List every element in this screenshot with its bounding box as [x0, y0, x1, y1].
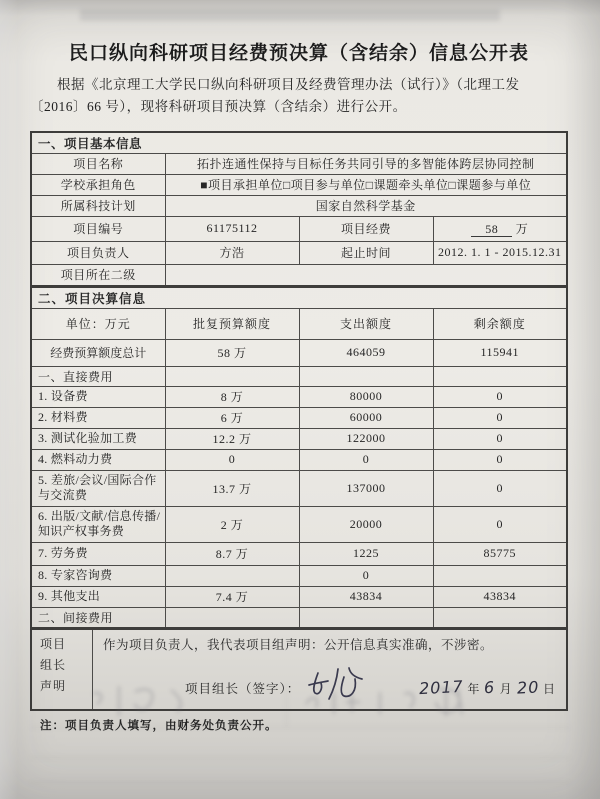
- item-spent: 122000: [299, 428, 433, 449]
- item-approved: 2 万: [165, 506, 299, 542]
- item-name: 4. 燃料动力费: [31, 449, 165, 470]
- budget-row-other: [31, 586, 567, 607]
- indirect-cost-subheader: [31, 607, 567, 628]
- program-value: 国家自然科学基金: [165, 195, 567, 216]
- budget-header-row: [31, 308, 567, 339]
- period-value: 2012. 1. 1 - 2015.12.31: [433, 241, 567, 264]
- declaration-label-line: 项目: [40, 636, 67, 651]
- table-row: [31, 153, 567, 174]
- item-name: 5. 差旅/会议/国际合作与交流费: [31, 470, 165, 506]
- funds-unit: 万: [515, 222, 529, 237]
- empty-cell: [165, 366, 299, 386]
- item-remaining: 0: [433, 506, 567, 542]
- document: [30, 38, 568, 733]
- date-day-handwritten: 20: [516, 677, 540, 698]
- budget-row-fuel: [31, 449, 567, 470]
- item-name: 8. 专家咨询费: [31, 565, 165, 586]
- table-row: [31, 241, 567, 264]
- item-name: 6. 出版/文献/信息传播/知识产权事务费: [31, 506, 165, 542]
- date-month-handwritten: 6: [483, 677, 497, 698]
- item-approved: 8.7 万: [165, 542, 299, 565]
- school-role-checkboxes: ■项目承担单位□项目参与单位□课题牵头单位□课题参与单位: [165, 174, 567, 195]
- item-approved: [165, 565, 299, 586]
- footer-note: 注：项目负责人填写，由财务处负责公开。: [40, 719, 278, 732]
- basic-info-table: [30, 131, 568, 287]
- item-spent: 0: [299, 449, 433, 470]
- declaration-label-line: 声明: [40, 678, 67, 693]
- budget-table: [30, 286, 568, 629]
- budget-row-travel: [31, 470, 567, 506]
- section-header-budget: [31, 287, 567, 309]
- table-row: [31, 195, 567, 216]
- total-approved: 58 万: [165, 339, 299, 366]
- empty-cell: [433, 607, 567, 628]
- item-remaining: 85775: [433, 542, 567, 565]
- total-name: 经费预算额度总计: [31, 339, 165, 366]
- signature-date: [419, 678, 556, 697]
- indirect-cost-label: 二、间接费用: [31, 607, 165, 628]
- intro-line-2: 〔2016〕66 号），现将科研项目预决算（含结余）进行公开。: [30, 98, 407, 114]
- item-spent: 137000: [299, 470, 433, 506]
- empty-cell: [299, 366, 433, 386]
- table-row: [31, 667, 567, 710]
- item-name: 3. 测试化验加工费: [31, 428, 165, 449]
- item-spent: 1225: [299, 542, 433, 565]
- period-label: 起止时间: [299, 241, 433, 264]
- sign-label: 项目组长（签字）：: [185, 681, 301, 696]
- item-remaining: 0: [433, 470, 567, 506]
- item-approved: 0: [165, 449, 299, 470]
- funds-amount: 58: [471, 222, 512, 237]
- col-header-unit: 单位：万元: [31, 308, 165, 339]
- budget-row-consulting: [31, 565, 567, 586]
- item-remaining: 0: [433, 449, 567, 470]
- signature-row: [93, 667, 568, 710]
- bleed-through-line: [30, 757, 570, 758]
- item-name: 7. 劳务费: [31, 542, 165, 565]
- budget-row-testing: [31, 428, 567, 449]
- item-spent: 0: [299, 565, 433, 586]
- table-row: [31, 629, 567, 667]
- intro-paragraph: [30, 74, 568, 118]
- item-spent: 80000: [299, 386, 433, 407]
- item-spent: 60000: [299, 407, 433, 428]
- date-month-suffix: 月: [499, 682, 513, 697]
- item-approved: 7.4 万: [165, 586, 299, 607]
- date-day-suffix: 日: [542, 682, 556, 697]
- declaration-label: [31, 629, 93, 710]
- item-name: 2. 材料费: [31, 407, 165, 428]
- project-number-label: 项目编号: [31, 216, 165, 241]
- item-name: 1. 设备费: [31, 386, 165, 407]
- dept-value: [165, 264, 567, 286]
- col-header-spent: 支出额度: [299, 308, 433, 339]
- direct-cost-subheader: [31, 366, 567, 386]
- project-number-value: 61175112: [165, 216, 299, 241]
- item-approved: 6 万: [165, 407, 299, 428]
- project-leader-value: 方浩: [165, 241, 299, 264]
- project-funds-label: 项目经费: [299, 216, 433, 241]
- bleed-through-text-band: [80, 9, 500, 21]
- item-name: 9. 其他支出: [31, 586, 165, 607]
- col-header-approved: 批复预算额度: [165, 308, 299, 339]
- table-row: [31, 216, 567, 241]
- project-leader-label: 项目负责人: [31, 241, 165, 264]
- signature-handwriting: [304, 667, 368, 706]
- section-header-basic-info: [31, 132, 567, 154]
- item-remaining: 0: [433, 428, 567, 449]
- declaration-label-line: 组长: [40, 657, 67, 672]
- table-row: [31, 174, 567, 195]
- project-funds-value: [433, 216, 567, 241]
- date-year-suffix: 年: [467, 682, 481, 697]
- page-title: 民口纵向科研项目经费预决算（含结余）信息公开表: [68, 43, 529, 64]
- item-approved: 12.2 万: [165, 428, 299, 449]
- budget-row-publication: [31, 506, 567, 542]
- total-spent: 464059: [299, 339, 433, 366]
- empty-cell: [299, 607, 433, 628]
- item-approved: 8 万: [165, 386, 299, 407]
- empty-cell: [433, 366, 567, 386]
- project-name-label: 项目名称: [31, 153, 165, 174]
- item-spent: 43834: [299, 586, 433, 607]
- total-remaining: 115941: [433, 339, 567, 366]
- school-role-label: 学校承担角色: [31, 174, 165, 195]
- direct-cost-label: 一、直接费用: [31, 366, 165, 386]
- declaration-table: [30, 628, 568, 711]
- date-year-handwritten: 2017: [418, 677, 464, 699]
- item-remaining: [433, 565, 567, 586]
- col-header-remaining: 剩余额度: [433, 308, 567, 339]
- project-name-value: 拓扑连通性保持与目标任务共同引导的多智能体跨层协同控制: [165, 153, 567, 174]
- declaration-statement: 作为项目负责人，我代表项目组声明：公开信息真实准确，不涉密。: [93, 629, 568, 667]
- intro-line-1: 根据《北京理工大学民口纵向科研项目及经费管理办法（试行）》（北理工发: [57, 77, 520, 92]
- budget-row-labor: [31, 542, 567, 565]
- item-remaining: 43834: [433, 586, 567, 607]
- budget-total-row: [31, 339, 567, 366]
- section-title-basic: 一、项目基本信息: [31, 132, 567, 154]
- dept-label: 项目所在二级: [31, 264, 165, 286]
- budget-row-equipment: [31, 386, 567, 407]
- item-approved: 13.7 万: [165, 470, 299, 506]
- program-label: 所属科技计划: [31, 195, 165, 216]
- item-remaining: 0: [433, 407, 567, 428]
- empty-cell: [165, 607, 299, 628]
- section-title-budget: 二、项目决算信息: [31, 287, 567, 309]
- table-row: [31, 264, 567, 286]
- item-remaining: 0: [433, 386, 567, 407]
- item-spent: 20000: [299, 506, 433, 542]
- budget-row-materials: [31, 407, 567, 428]
- bleed-through-line: [30, 782, 570, 783]
